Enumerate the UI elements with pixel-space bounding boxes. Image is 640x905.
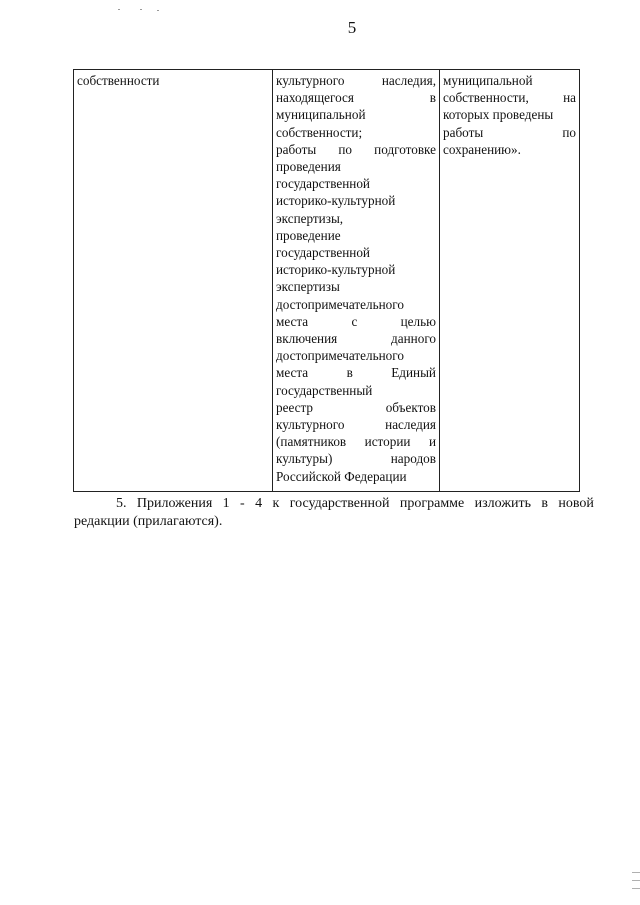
word: находящегося: [276, 90, 354, 106]
word: по: [562, 124, 576, 140]
word: на: [563, 90, 576, 106]
table-row: [74, 70, 580, 492]
cell-line: [276, 89, 436, 106]
cell-line: [276, 72, 436, 89]
scan-speck: [118, 9, 120, 10]
cell-line: сохранению».: [443, 141, 521, 157]
cell-line: историко-культурной: [276, 193, 396, 209]
word: культуры): [276, 451, 333, 467]
cell-line: [276, 141, 436, 158]
cell-line: [276, 399, 436, 416]
cell-line: экспертизы: [276, 279, 340, 295]
word: объектов: [385, 399, 436, 415]
cell-line: [276, 364, 436, 381]
cell-line: [276, 330, 436, 347]
word: целью: [400, 313, 436, 329]
cell-line: экспертизы,: [276, 210, 344, 226]
word: новой: [558, 496, 594, 511]
word: культурного: [276, 73, 345, 88]
word: к: [272, 496, 280, 511]
word: 4: [255, 496, 263, 511]
word: (памятников: [276, 434, 347, 450]
word: в: [429, 90, 436, 106]
program-table: [73, 69, 580, 492]
word: 5.: [116, 496, 127, 511]
scan-speck: [157, 10, 159, 11]
cell-line: государственной: [276, 176, 370, 192]
word: изложить: [474, 496, 531, 511]
paragraph-line-1: [74, 495, 594, 513]
word: культурного: [276, 417, 345, 433]
cell-line: муниципальной: [276, 107, 366, 123]
cell-line: проведения: [276, 159, 341, 175]
table-cell-col3: [440, 70, 580, 492]
cell-line: которых проведены: [443, 107, 554, 123]
word: с: [351, 313, 358, 329]
cell-line: муниципальной: [443, 73, 533, 88]
cell-line: проведение: [276, 227, 341, 243]
word: Единый: [391, 365, 436, 381]
amendment-paragraph: [74, 495, 594, 531]
scan-edge-mark: [632, 872, 640, 873]
cell-line: [276, 450, 436, 467]
word: подготовке: [374, 141, 436, 157]
word: места: [276, 313, 309, 329]
word: и: [428, 434, 436, 450]
word: народов: [390, 451, 436, 467]
word: данного: [391, 331, 436, 347]
table-cell-col2: [273, 70, 440, 492]
word: работы: [443, 124, 484, 140]
word: наследия: [385, 417, 436, 433]
cell-line: достопримечательного: [276, 296, 404, 312]
word: -: [240, 496, 245, 511]
cell-line: [276, 433, 436, 450]
word: истории: [364, 434, 411, 450]
word: по: [338, 141, 353, 157]
word: программе: [399, 496, 465, 511]
cell-line: [276, 313, 436, 330]
paragraph-line-2: редакции (прилагаются).: [74, 514, 223, 529]
word: места: [276, 365, 309, 381]
word: 1: [222, 496, 230, 511]
table-cell-col1: [74, 70, 273, 492]
cell-line: [443, 124, 576, 141]
cell-line: Российской Федерации: [276, 468, 407, 484]
cell-line: [443, 89, 576, 106]
cell-line: достопримечательного: [276, 348, 404, 364]
word: включения: [276, 331, 338, 347]
cell-line: [276, 416, 436, 433]
word: в: [346, 365, 353, 381]
word: Приложения: [136, 496, 213, 511]
word: государственной: [289, 496, 390, 511]
cell-line: государственный: [276, 382, 373, 398]
cell-line: государственной: [276, 245, 370, 261]
scan-speck: [140, 9, 142, 10]
page-number: 5: [347, 18, 357, 37]
scan-edge-mark: [632, 888, 640, 889]
cell-line: собственности;: [276, 124, 363, 140]
word: наследия,: [381, 73, 436, 88]
word: реестр: [276, 399, 314, 415]
scan-edge-mark: [632, 880, 640, 881]
word: работы: [276, 141, 317, 157]
word: в: [541, 496, 548, 511]
word: собственности,: [443, 90, 529, 106]
cell-line: историко-культурной: [276, 262, 396, 278]
cell-line: собственности: [77, 73, 160, 88]
